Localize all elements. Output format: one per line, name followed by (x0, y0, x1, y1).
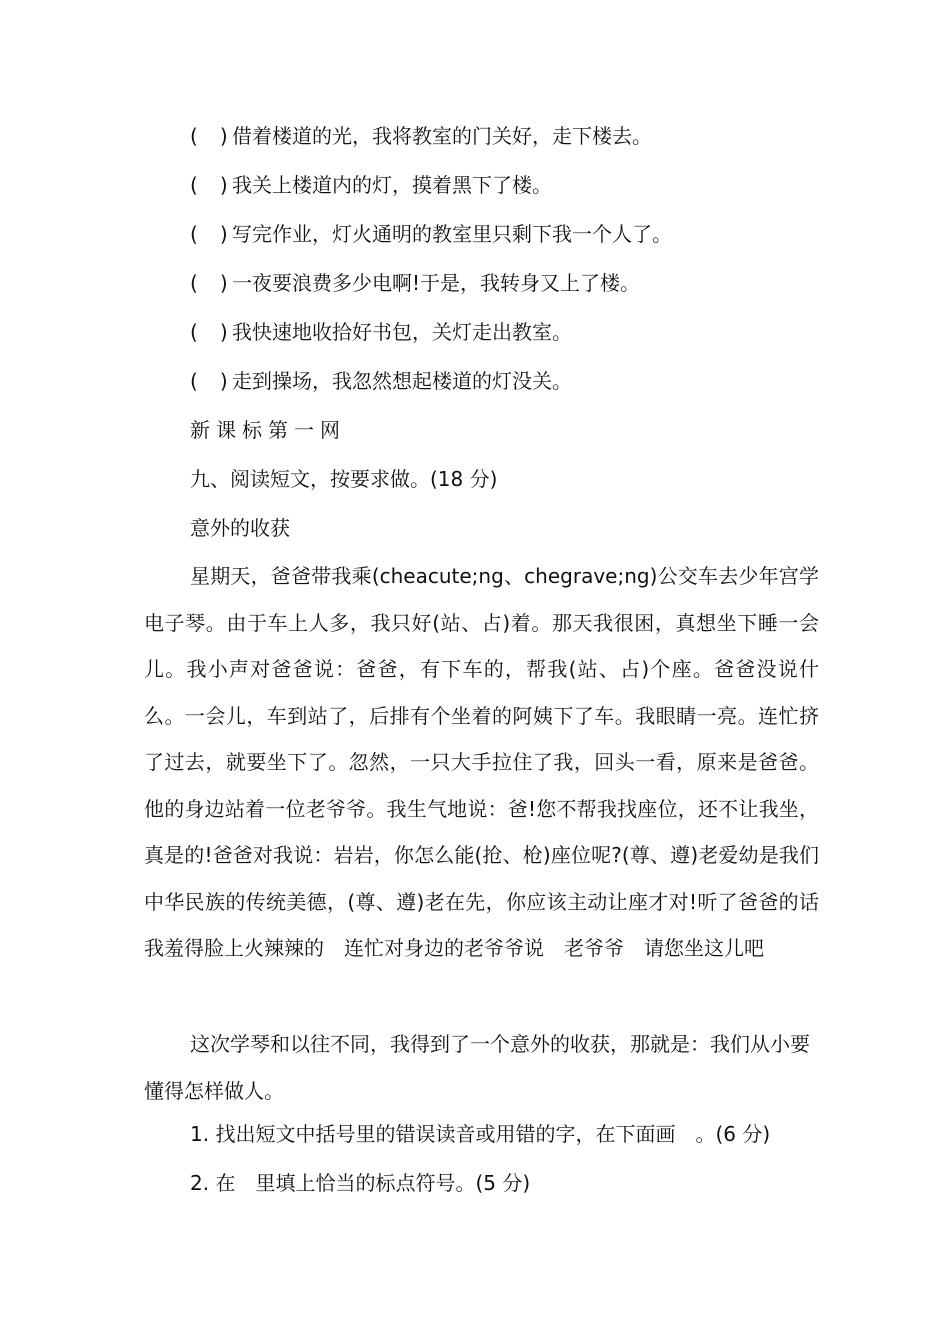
order-item-text: 一夜要浪费多少电啊!于是，我转身又上了楼。 (232, 271, 641, 295)
answer-blank[interactable]: ( ) (190, 173, 228, 197)
order-item-text: 借着楼道的光，我将教室的门关好，走下楼去。 (232, 124, 652, 148)
question-2: 2. 在 里填上恰当的标点符号。(5 分) (190, 1171, 531, 1195)
order-item-text: 写完作业，灯火通明的教室里只剩下我一个人了。 (232, 222, 672, 246)
story-paragraph-conclusion: 这次学琴和以往不同，我得到了一个意外的收获，那就是：我们从小要懂得怎样做人。 (144, 1032, 810, 1103)
story-paragraph: 星期天，爸爸带我乘(cheacute;ng、chegrave;ng)公交车去少年宫学电子琴。由于车上人多，我只好(站、占)着。那天我很困，真想坐下睡一会儿。我小声对爸爸说：爸爸，有下车的，帮我(站、占)个座。爸爸没说什么。一会儿，车到站了，后排有个坐着的阿姨下了车。我眼睛一亮。连忙挤了过去，就要坐下了。忽然，一只大手拉住了我，回头一看，原来是爸爸。他的身边站着一位老爷爷。我生气地说：爸!您不帮我找座位，还不让我坐，真是的!爸爸对我说：岩岩，你怎么能(抢、枪)座位呢?(尊、遵)老爱幼是我们中华民族的传统美德，(尊、遵)老在先，你应该主动让座才对!听了爸爸的话 我羞得脸上火辣辣的 连忙对身边的老爷爷说 老爷爷 请您坐这儿吧 (144, 564, 839, 960)
order-item-5 (190, 319, 572, 345)
question-1: 1. 找出短文中括号里的错误读音或用错的字，在下面画 。(6 分) (190, 1122, 771, 1146)
order-item-text: 我关上楼道内的灯，摸着黑下了楼。 (232, 173, 552, 197)
answer-blank[interactable]: ( ) (190, 222, 228, 246)
answer-blank[interactable]: ( ) (190, 369, 228, 393)
order-item-text: 走到操场，我忽然想起楼道的灯没关。 (232, 369, 572, 393)
story-title: 意外的收获 (190, 516, 290, 540)
answer-blank[interactable]: ( ) (190, 124, 228, 148)
order-item-1 (190, 123, 652, 149)
answer-blank[interactable]: ( ) (190, 320, 228, 344)
order-item-6 (190, 368, 572, 394)
watermark-line: 新课标第一网 (190, 418, 346, 442)
order-item-2 (190, 172, 552, 198)
order-item-4 (190, 270, 640, 296)
order-item-3 (190, 221, 672, 247)
section-heading: 九、阅读短文，按要求做。(18 分) (190, 467, 498, 491)
order-item-text: 我快速地收拾好书包，关灯走出教室。 (232, 320, 572, 344)
answer-blank[interactable]: ( ) (190, 271, 228, 295)
